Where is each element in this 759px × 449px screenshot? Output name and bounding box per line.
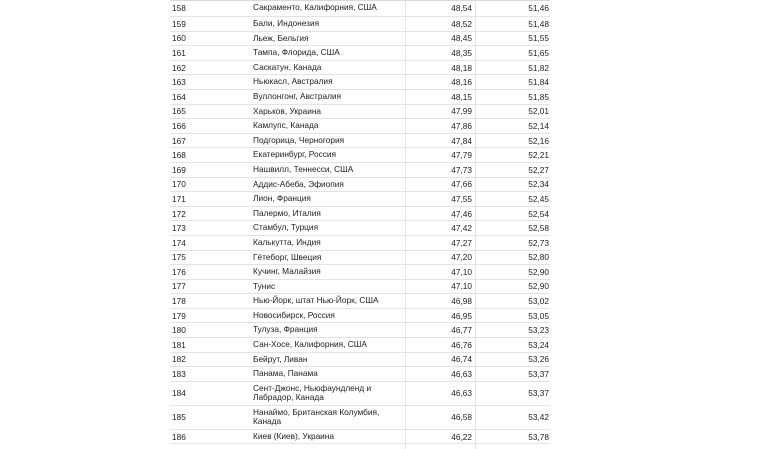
value-a-cell: 48,54 — [451, 3, 472, 13]
city-cell: Стамбул, Турция — [253, 222, 319, 233]
table-row — [170, 75, 550, 90]
city-cell: Тулуза, Франция — [253, 324, 318, 335]
value-b-cell: 51,85 — [528, 91, 549, 102]
table-row — [170, 105, 550, 120]
value-a-cell: 46,98 — [451, 296, 472, 307]
value-a-cell: 47,46 — [451, 208, 472, 219]
rank-cell: 177 — [172, 281, 186, 292]
city-cell: Гётеборг, Швеция — [253, 251, 322, 262]
value-b-cell: 51,82 — [528, 62, 549, 73]
city-cell: Екатеринбург, Россия — [253, 149, 337, 160]
value-a-cell: 46,95 — [451, 310, 472, 321]
city-cell: Аддис-Абеба, Эфиопия — [253, 178, 344, 189]
value-a-cell: 47,10 — [451, 281, 472, 292]
value-a-cell: 48,35 — [451, 47, 472, 58]
value-b-cell: 52,90 — [528, 266, 549, 277]
table-row — [170, 32, 550, 47]
city-cell: Ньюкасл, Австралия — [253, 76, 333, 87]
table-row — [170, 309, 550, 324]
city-cell: Тунис — [253, 280, 276, 291]
table-row — [170, 251, 550, 266]
table-row — [170, 90, 550, 105]
value-b-cell: 53,37 — [528, 388, 549, 399]
table-row — [170, 178, 550, 193]
city-cell: Харьков, Украина — [253, 105, 322, 116]
value-a-cell: 46,76 — [451, 339, 472, 350]
city-cell: Подгорица, Черногория — [253, 134, 345, 145]
value-a-cell: 46,74 — [451, 354, 472, 365]
value-b-cell: 53,02 — [528, 296, 549, 307]
city-cell: Панама, Панама — [253, 368, 318, 379]
rank-cell: 168 — [172, 150, 186, 161]
city-cell: Сан-Хосе, Калифорния, США — [253, 339, 367, 350]
table-row — [170, 367, 550, 382]
table-row — [170, 430, 550, 445]
value-b-cell: 53,37 — [528, 369, 549, 380]
rank-cell: 186 — [172, 431, 186, 442]
value-b-cell: 51,65 — [528, 47, 549, 58]
table-row — [170, 353, 550, 368]
value-a-cell: 48,15 — [451, 91, 472, 102]
value-b-cell: 53,24 — [528, 339, 549, 350]
rank-cell: 169 — [172, 164, 186, 175]
value-b-cell: 53,26 — [528, 354, 549, 365]
city-cell: Вуллонгонг, Австралия — [253, 90, 342, 101]
rank-cell: 170 — [172, 179, 186, 190]
city-cell: Нашвилл, Теннесси, США — [253, 163, 354, 174]
rank-cell: 160 — [172, 33, 186, 44]
table-row — [170, 119, 550, 134]
table-row — [170, 323, 550, 338]
rank-cell: 181 — [172, 339, 186, 350]
value-b-cell: 52,27 — [528, 164, 549, 175]
city-cell: Бали, Индонезия — [253, 18, 320, 28]
value-a-cell: 47,73 — [451, 164, 472, 175]
rank-cell: 182 — [172, 354, 186, 365]
value-a-cell: 47,27 — [451, 237, 472, 248]
rank-cell: 165 — [172, 106, 186, 117]
rank-cell: 158 — [172, 3, 186, 13]
value-b-cell: 52,16 — [528, 135, 549, 146]
value-b-cell: 52,73 — [528, 237, 549, 248]
value-a-cell: 47,66 — [451, 179, 472, 190]
table-row — [170, 0, 550, 17]
rank-cell: 173 — [172, 223, 186, 234]
rank-cell: 167 — [172, 135, 186, 146]
city-cell: Кучинг, Малайзия — [253, 266, 321, 277]
rank-cell: 171 — [172, 193, 186, 204]
value-a-cell: 47,10 — [451, 266, 472, 277]
rank-cell: 174 — [172, 237, 186, 248]
rank-cell: 185 — [172, 412, 186, 423]
city-cell: Сент-Джонс, Ньюфаундленд и Лабрадор, Канада — [253, 382, 372, 403]
city-cell: Новосибирск, Россия — [253, 309, 335, 320]
city-cell: Бейрут, Ливан — [253, 353, 308, 364]
table-row — [170, 148, 550, 163]
value-b-cell: 51,48 — [528, 18, 549, 29]
rank-cell: 180 — [172, 325, 186, 336]
table-row — [170, 338, 550, 353]
value-b-cell: 52,90 — [528, 281, 549, 292]
rank-cell: 184 — [172, 388, 186, 399]
city-cell: Сакраменто, Калифорния, США — [253, 2, 377, 13]
city-cell: Льеж, Бельгия — [253, 32, 309, 43]
rank-cell: 178 — [172, 296, 186, 307]
rank-cell: 172 — [172, 208, 186, 219]
value-b-cell: 51,84 — [528, 77, 549, 88]
value-a-cell: 47,42 — [451, 223, 472, 234]
table-row — [170, 163, 550, 178]
rank-cell: 179 — [172, 310, 186, 321]
value-a-cell: 47,84 — [451, 135, 472, 146]
value-b-cell: 52,21 — [528, 150, 549, 161]
city-cell: Лион, Франция — [253, 193, 311, 204]
value-b-cell: 53,23 — [528, 325, 549, 336]
value-a-cell: 47,79 — [451, 150, 472, 161]
value-b-cell: 52,14 — [528, 120, 549, 131]
city-cell: Киев (Киев), Украина — [253, 430, 335, 441]
value-a-cell: 47,99 — [451, 106, 472, 117]
rank-cell: 176 — [172, 266, 186, 277]
value-a-cell: 46,22 — [451, 431, 472, 442]
city-cell: Нанаймо, Британская Колумбия, Канада — [253, 406, 380, 427]
table-row — [170, 406, 550, 430]
table-row — [170, 280, 550, 295]
table-row — [170, 192, 550, 207]
table-body — [170, 0, 550, 444]
table-row — [170, 236, 550, 251]
value-a-cell: 47,55 — [451, 193, 472, 204]
value-a-cell: 46,63 — [451, 369, 472, 380]
rank-cell: 163 — [172, 77, 186, 88]
table-row — [170, 61, 550, 76]
value-b-cell: 52,54 — [528, 208, 549, 219]
table-row — [170, 134, 550, 149]
value-a-cell: 48,16 — [451, 77, 472, 88]
value-a-cell: 46,58 — [451, 412, 472, 423]
value-a-cell: 47,86 — [451, 120, 472, 131]
value-b-cell: 52,45 — [528, 193, 549, 204]
value-a-cell: 48,45 — [451, 33, 472, 44]
value-a-cell: 48,52 — [451, 18, 472, 29]
value-b-cell: 53,42 — [528, 412, 549, 423]
table-row — [170, 17, 550, 32]
city-cell: Калькутта, Индия — [253, 236, 321, 247]
table-row — [170, 265, 550, 280]
value-b-cell: 52,34 — [528, 179, 549, 190]
city-cell: Палермо, Италия — [253, 207, 321, 218]
value-b-cell: 52,01 — [528, 106, 549, 117]
city-cell: Тампа, Флорида, США — [253, 47, 340, 58]
value-a-cell: 48,18 — [451, 62, 472, 73]
value-b-cell: 53,78 — [528, 431, 549, 442]
rank-cell: 161 — [172, 47, 186, 58]
rank-cell: 159 — [172, 18, 186, 29]
rank-cell: 175 — [172, 252, 186, 263]
ranking-table — [170, 0, 550, 444]
table-row — [170, 46, 550, 61]
rank-cell: 183 — [172, 369, 186, 380]
table-row — [170, 294, 550, 309]
rank-cell: 164 — [172, 91, 186, 102]
table-row — [170, 382, 550, 406]
table-row — [170, 207, 550, 222]
city-cell: Камлупс, Канада — [253, 120, 319, 131]
rank-cell: 166 — [172, 120, 186, 131]
city-cell: Нью-Йорк, штат Нью-Йорк, США — [253, 295, 379, 306]
value-b-cell: 53,05 — [528, 310, 549, 321]
value-a-cell: 46,63 — [451, 388, 472, 399]
table-row — [170, 221, 550, 236]
value-b-cell: 51,46 — [528, 3, 549, 13]
value-b-cell: 52,80 — [528, 252, 549, 263]
value-b-cell: 51,55 — [528, 33, 549, 44]
rank-cell: 162 — [172, 62, 186, 73]
value-a-cell: 46,77 — [451, 325, 472, 336]
value-a-cell: 47,20 — [451, 252, 472, 263]
city-cell: Саскатун, Канада — [253, 61, 322, 72]
value-b-cell: 52,58 — [528, 223, 549, 234]
